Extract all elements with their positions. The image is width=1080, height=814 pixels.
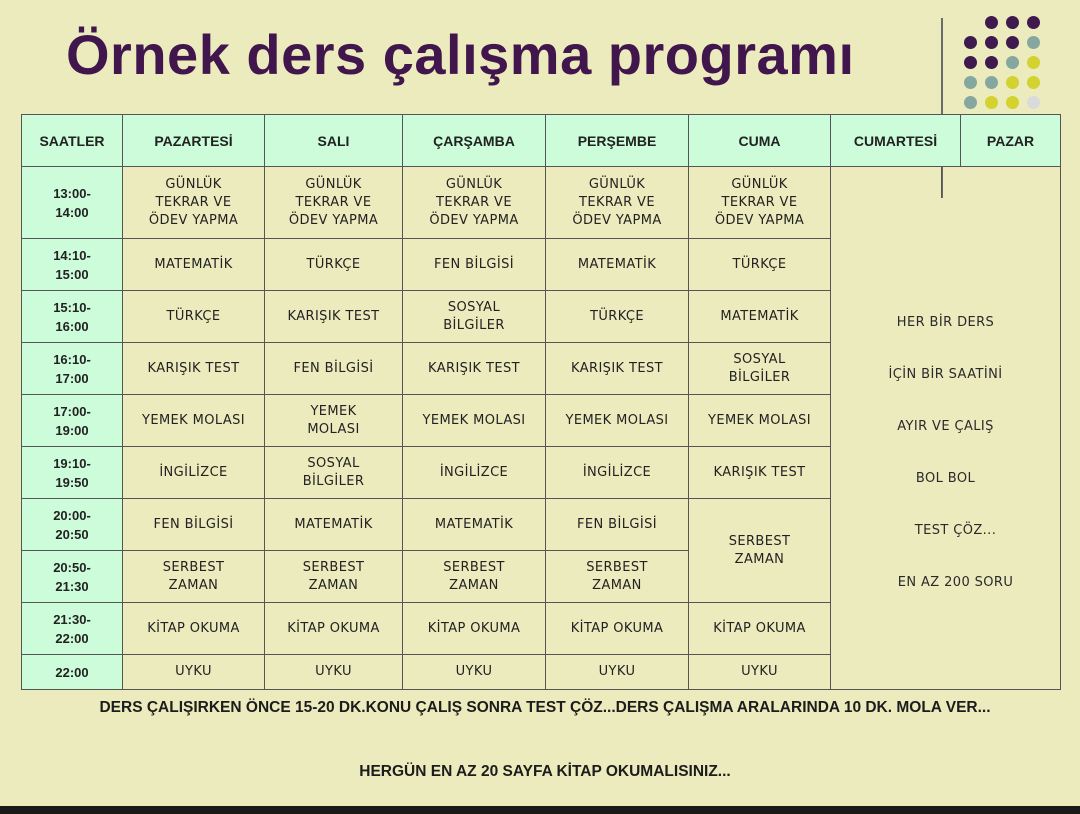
column-divider: [941, 167, 942, 199]
schedule-cell: SERBEST ZAMAN: [265, 551, 403, 603]
schedule-cell: KİTAP OKUMA: [689, 603, 831, 655]
decorative-dot: [1027, 56, 1040, 69]
page-title: Örnek ders çalışma programı: [66, 23, 855, 86]
schedule-cell: SERBEST ZAMAN: [403, 551, 546, 603]
schedule-cell: UYKU: [546, 655, 689, 690]
decorative-dot: [1006, 56, 1019, 69]
decorative-dot: [1027, 16, 1040, 29]
schedule-cell: FEN BİLGİSİ: [403, 239, 546, 291]
decorative-dot: [985, 16, 998, 29]
decorative-dot: [1027, 76, 1040, 89]
time-slot: 14:10- 15:00: [22, 239, 123, 291]
schedule-cell: MATEMATİK: [123, 239, 265, 291]
time-slot: 13:00- 14:00: [22, 167, 123, 239]
schedule-cell: KARIŞIK TEST: [265, 291, 403, 343]
schedule-cell: MATEMATİK: [689, 291, 831, 343]
weekend-advice-line: BOL BOL: [915, 471, 976, 486]
time-slot: 16:10- 17:00: [22, 343, 123, 395]
column-header: PAZAR: [961, 115, 1061, 167]
schedule-cell: YEMEK MOLASI: [546, 395, 689, 447]
schedule-cell: KARIŞIK TEST: [546, 343, 689, 395]
weekend-advice-line: İÇİN BİR SAATİNİ: [888, 367, 1003, 382]
time-slot: 15:10- 16:00: [22, 291, 123, 343]
time-slot: 21:30- 22:00: [22, 603, 123, 655]
time-slot: 20:50- 21:30: [22, 551, 123, 603]
schedule-cell: KARIŞIK TEST: [689, 447, 831, 499]
decorative-dot: [1027, 36, 1040, 49]
schedule-cell: KARIŞIK TEST: [123, 343, 265, 395]
weekend-advice-line: EN AZ 200 SORU: [897, 575, 1014, 590]
study-tip-text: DERS ÇALIŞIRKEN ÖNCE 15-20 DK.KONU ÇALIŞ SONRA TEST ÇÖZ...DERS ÇALIŞMA ARALARINDA 10 DK. MOLA VER...: [99, 699, 991, 716]
schedule-cell: TÜRKÇE: [546, 291, 689, 343]
schedule-cell: YEMEK MOLASI: [403, 395, 546, 447]
decorative-dot: [985, 96, 998, 109]
schedule-table: [21, 114, 1061, 690]
schedule-cell: KİTAP OKUMA: [546, 603, 689, 655]
weekend-advice-line: HER BİR DERS: [896, 315, 995, 330]
column-header: CUMARTESİ: [831, 115, 961, 167]
decorative-dot: [1006, 16, 1019, 29]
schedule-cell: İNGİLİZCE: [546, 447, 689, 499]
schedule-cell: GÜNLÜK TEKRAR VE ÖDEV YAPMA: [689, 167, 831, 239]
schedule-cell: KİTAP OKUMA: [265, 603, 403, 655]
schedule-cell: GÜNLÜK TEKRAR VE ÖDEV YAPMA: [123, 167, 265, 239]
decorative-dot: [1006, 36, 1019, 49]
schedule-cell: YEMEK MOLASI: [265, 395, 403, 447]
bottom-bar: [0, 806, 1080, 814]
decorative-dot: [1006, 76, 1019, 89]
schedule-cell: UYKU: [689, 655, 831, 690]
time-slot: 22:00: [22, 655, 123, 690]
schedule-cell: FEN BİLGİSİ: [265, 343, 403, 395]
schedule-cell: TÜRKÇE: [265, 239, 403, 291]
decorative-dot: [964, 56, 977, 69]
decorative-dot: [1006, 96, 1019, 109]
schedule-cell: SERBEST ZAMAN: [689, 499, 831, 603]
column-header: SALI: [265, 115, 403, 167]
schedule-cell: UYKU: [265, 655, 403, 690]
time-slot: 17:00- 19:00: [22, 395, 123, 447]
decorative-dot: [985, 36, 998, 49]
weekend-advice-line: AYIR VE ÇALIŞ: [897, 419, 994, 434]
schedule-cell: SOSYAL BİLGİLER: [689, 343, 831, 395]
table-row: [22, 167, 1061, 239]
decorative-dot: [985, 76, 998, 89]
schedule-cell: KİTAP OKUMA: [123, 603, 265, 655]
column-header: PAZARTESİ: [123, 115, 265, 167]
weekend-advice-line: TEST ÇÖZ...: [914, 523, 997, 538]
schedule-cell: FEN BİLGİSİ: [123, 499, 265, 551]
column-header: SAATLER: [22, 115, 123, 167]
schedule-cell: GÜNLÜK TEKRAR VE ÖDEV YAPMA: [546, 167, 689, 239]
decorative-dot-grid: [964, 16, 1060, 112]
schedule-cell: İNGİLİZCE: [403, 447, 546, 499]
schedule-cell: FEN BİLGİSİ: [546, 499, 689, 551]
schedule-cell: KİTAP OKUMA: [403, 603, 546, 655]
schedule-cell: TÜRKÇE: [123, 291, 265, 343]
decorative-dot: [964, 96, 977, 109]
decorative-dot: [964, 76, 977, 89]
schedule-cell: YEMEK MOLASI: [123, 395, 265, 447]
schedule-cell: SERBEST ZAMAN: [546, 551, 689, 603]
schedule-cell: MATEMATİK: [265, 499, 403, 551]
time-slot: 20:00- 20:50: [22, 499, 123, 551]
decorative-dot: [964, 36, 977, 49]
schedule-cell: MATEMATİK: [546, 239, 689, 291]
weekend-advice: [831, 167, 1061, 690]
schedule-cell: SOSYAL BİLGİLER: [403, 291, 546, 343]
decorative-dot: [1027, 96, 1040, 109]
schedule-cell: UYKU: [403, 655, 546, 690]
schedule-cell: SERBEST ZAMAN: [123, 551, 265, 603]
reading-tip-text: HERGÜN EN AZ 20 SAYFA KİTAP OKUMALISINIZ...: [359, 763, 731, 780]
schedule-cell: MATEMATİK: [403, 499, 546, 551]
column-header: PERŞEMBE: [546, 115, 689, 167]
decorative-dot: [985, 56, 998, 69]
schedule-cell: UYKU: [123, 655, 265, 690]
schedule-cell: SOSYAL BİLGİLER: [265, 447, 403, 499]
schedule-cell: YEMEK MOLASI: [689, 395, 831, 447]
schedule-cell: İNGİLİZCE: [123, 447, 265, 499]
schedule-cell: KARIŞIK TEST: [403, 343, 546, 395]
column-header: CUMA: [689, 115, 831, 167]
schedule-cell: TÜRKÇE: [689, 239, 831, 291]
schedule-cell: GÜNLÜK TEKRAR VE ÖDEV YAPMA: [403, 167, 546, 239]
time-slot: 19:10- 19:50: [22, 447, 123, 499]
schedule-cell: GÜNLÜK TEKRAR VE ÖDEV YAPMA: [265, 167, 403, 239]
column-header: ÇARŞAMBA: [403, 115, 546, 167]
